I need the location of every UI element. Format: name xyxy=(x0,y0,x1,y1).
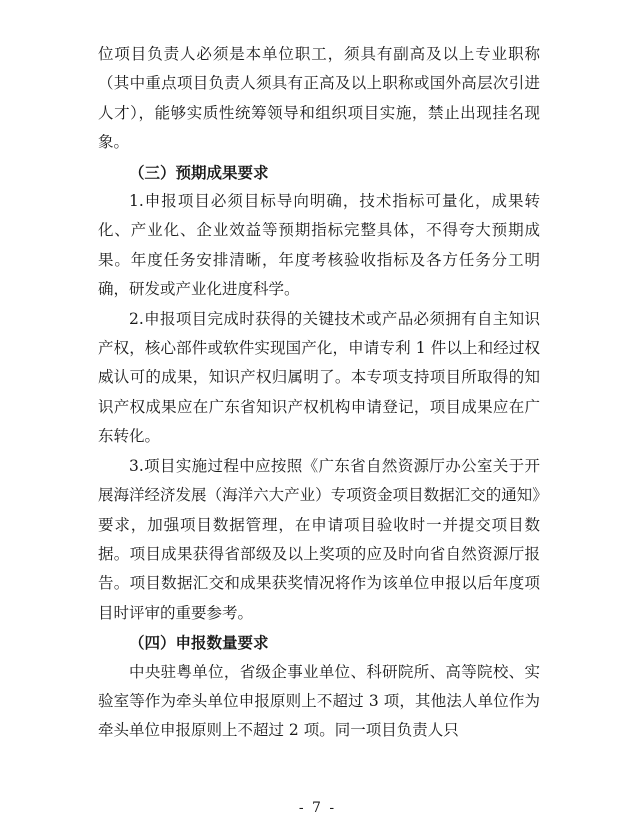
paragraph-item-2: 2.申报项目完成时获得的关键技术或产品必须拥有自主知识产权，核心部件或软件实现国产化，申请专利 1 件以上和经过权威认可的成果，知识产权归属明了。本专项支持项目所取得的知识产权成果应在广东省知识产权机构申请登记，项目成果应在广东转化。 xyxy=(98,309,540,446)
paragraph-item-3: 3.项目实施过程中应按照《广东省自然资源厅办公室关于开展海洋经济发展（海洋六大产业）专项资金项目数据汇交的通知》要求，加强项目数据管理，在申请项目验收时一并提交项目数据。项目成果获得省部级及以上奖项的应及时向省自然资源厅报告。项目数据汇交和成果获奖情况将作为该单位申报以后年度项目时评审的重要参考。 xyxy=(98,456,540,622)
page-number: - 7 - xyxy=(298,800,337,816)
section-heading-4: （四）申报数量要求 xyxy=(129,633,269,653)
paragraph-continued: 位项目负责人必须是本单位职工，须具有副高及以上专业职称（其中重点项目负责人须具有正高及以上职称或国外高层次引进人才），能够实质性统筹领导和组织项目实施，禁止出现挂名现象。 xyxy=(98,45,540,152)
body-text xyxy=(98,40,540,746)
paragraph-quantity: 中央驻粤单位，省级企事业单位、科研院所、高等院校、实验室等作为牵头单位申报原则上不超过 3 项，其他法人单位作为牵头单位申报原则上不超过 2 项。同一项目负责人只 xyxy=(98,662,540,740)
paragraph-item-1: 1.申报项目必须目标导向明确，技术指标可量化，成果转化、产业化、企业效益等预期指标完整具体，不得夸大预期成果。年度任务安排清晰，年度考核验收指标及各方任务分工明确，研发或产业化进度科学。 xyxy=(98,192,540,299)
section-heading-3: （三）预期成果要求 xyxy=(129,162,269,182)
